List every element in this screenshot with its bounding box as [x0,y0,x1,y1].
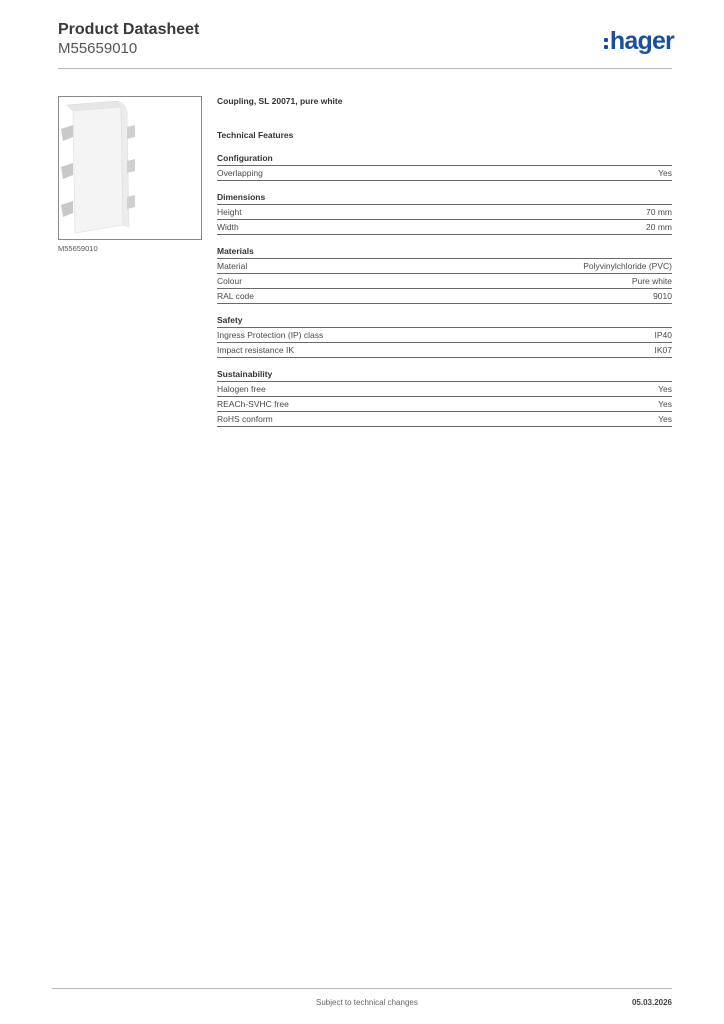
spec-value: 70 mm [646,207,672,217]
spec-value: Pure white [631,276,672,286]
page-title: Product Datasheet [58,21,200,38]
logo-dots-icon [604,38,608,49]
section-title: Configuration [217,151,672,166]
spec-row [217,382,672,397]
section-title: Dimensions [217,190,672,205]
spec-value: Yes [658,399,672,409]
footer-note: Subject to technical changes [316,998,418,1007]
section-title: Safety [217,313,672,328]
spec-label: RAL code [217,291,255,301]
spec-label: Width [217,222,239,232]
features-heading: Technical Features [217,130,294,140]
brand-logo [604,27,674,55]
footer-divider [52,988,672,989]
spec-row [217,412,672,427]
spec-label: Height [217,207,242,217]
header-divider [58,68,672,69]
spec-value: Yes [658,384,672,394]
section-title: Materials [217,244,672,259]
spec-label: Overlapping [217,168,263,178]
spec-row [217,274,672,289]
product-image [58,96,202,240]
coupling-product-icon [59,97,201,239]
spec-row [217,328,672,343]
spec-section-materials [217,244,672,304]
spec-row [217,166,672,181]
spec-label: Impact resistance IK [217,345,295,355]
spec-row [217,205,672,220]
spec-content [217,96,672,427]
product-title: Coupling, SL 20071, pure white [217,96,343,106]
spec-row [217,259,672,274]
spec-section-dimensions [217,190,672,235]
product-code: M55659010 [58,40,138,57]
spec-label: Halogen free [217,384,266,394]
spec-label: Colour [217,276,243,286]
footer-date: 05.03.2026 [631,998,672,1007]
spec-section-sustainability [217,367,672,427]
spec-value: IP40 [654,330,672,340]
spec-value: Polyvinylchloride (PVC) [583,261,672,271]
spec-label: REACh-SVHC free [217,399,289,409]
spec-label: Material [217,261,248,271]
spec-value: Yes [658,414,672,424]
spec-section-safety [217,313,672,358]
spec-value: 9010 [653,291,672,301]
spec-label: RoHS conform [217,414,273,424]
spec-value: 20 mm [646,222,672,232]
spec-row [217,397,672,412]
spec-row [217,220,672,235]
spec-value: Yes [658,168,672,178]
logo-text: hager [609,27,674,55]
spec-row [217,343,672,358]
image-caption: M55659010 [58,244,98,253]
spec-section-configuration [217,151,672,181]
spec-value: IK07 [654,345,672,355]
spec-label: Ingress Protection (IP) class [217,330,324,340]
spec-row [217,289,672,304]
section-title: Sustainability [217,367,672,382]
